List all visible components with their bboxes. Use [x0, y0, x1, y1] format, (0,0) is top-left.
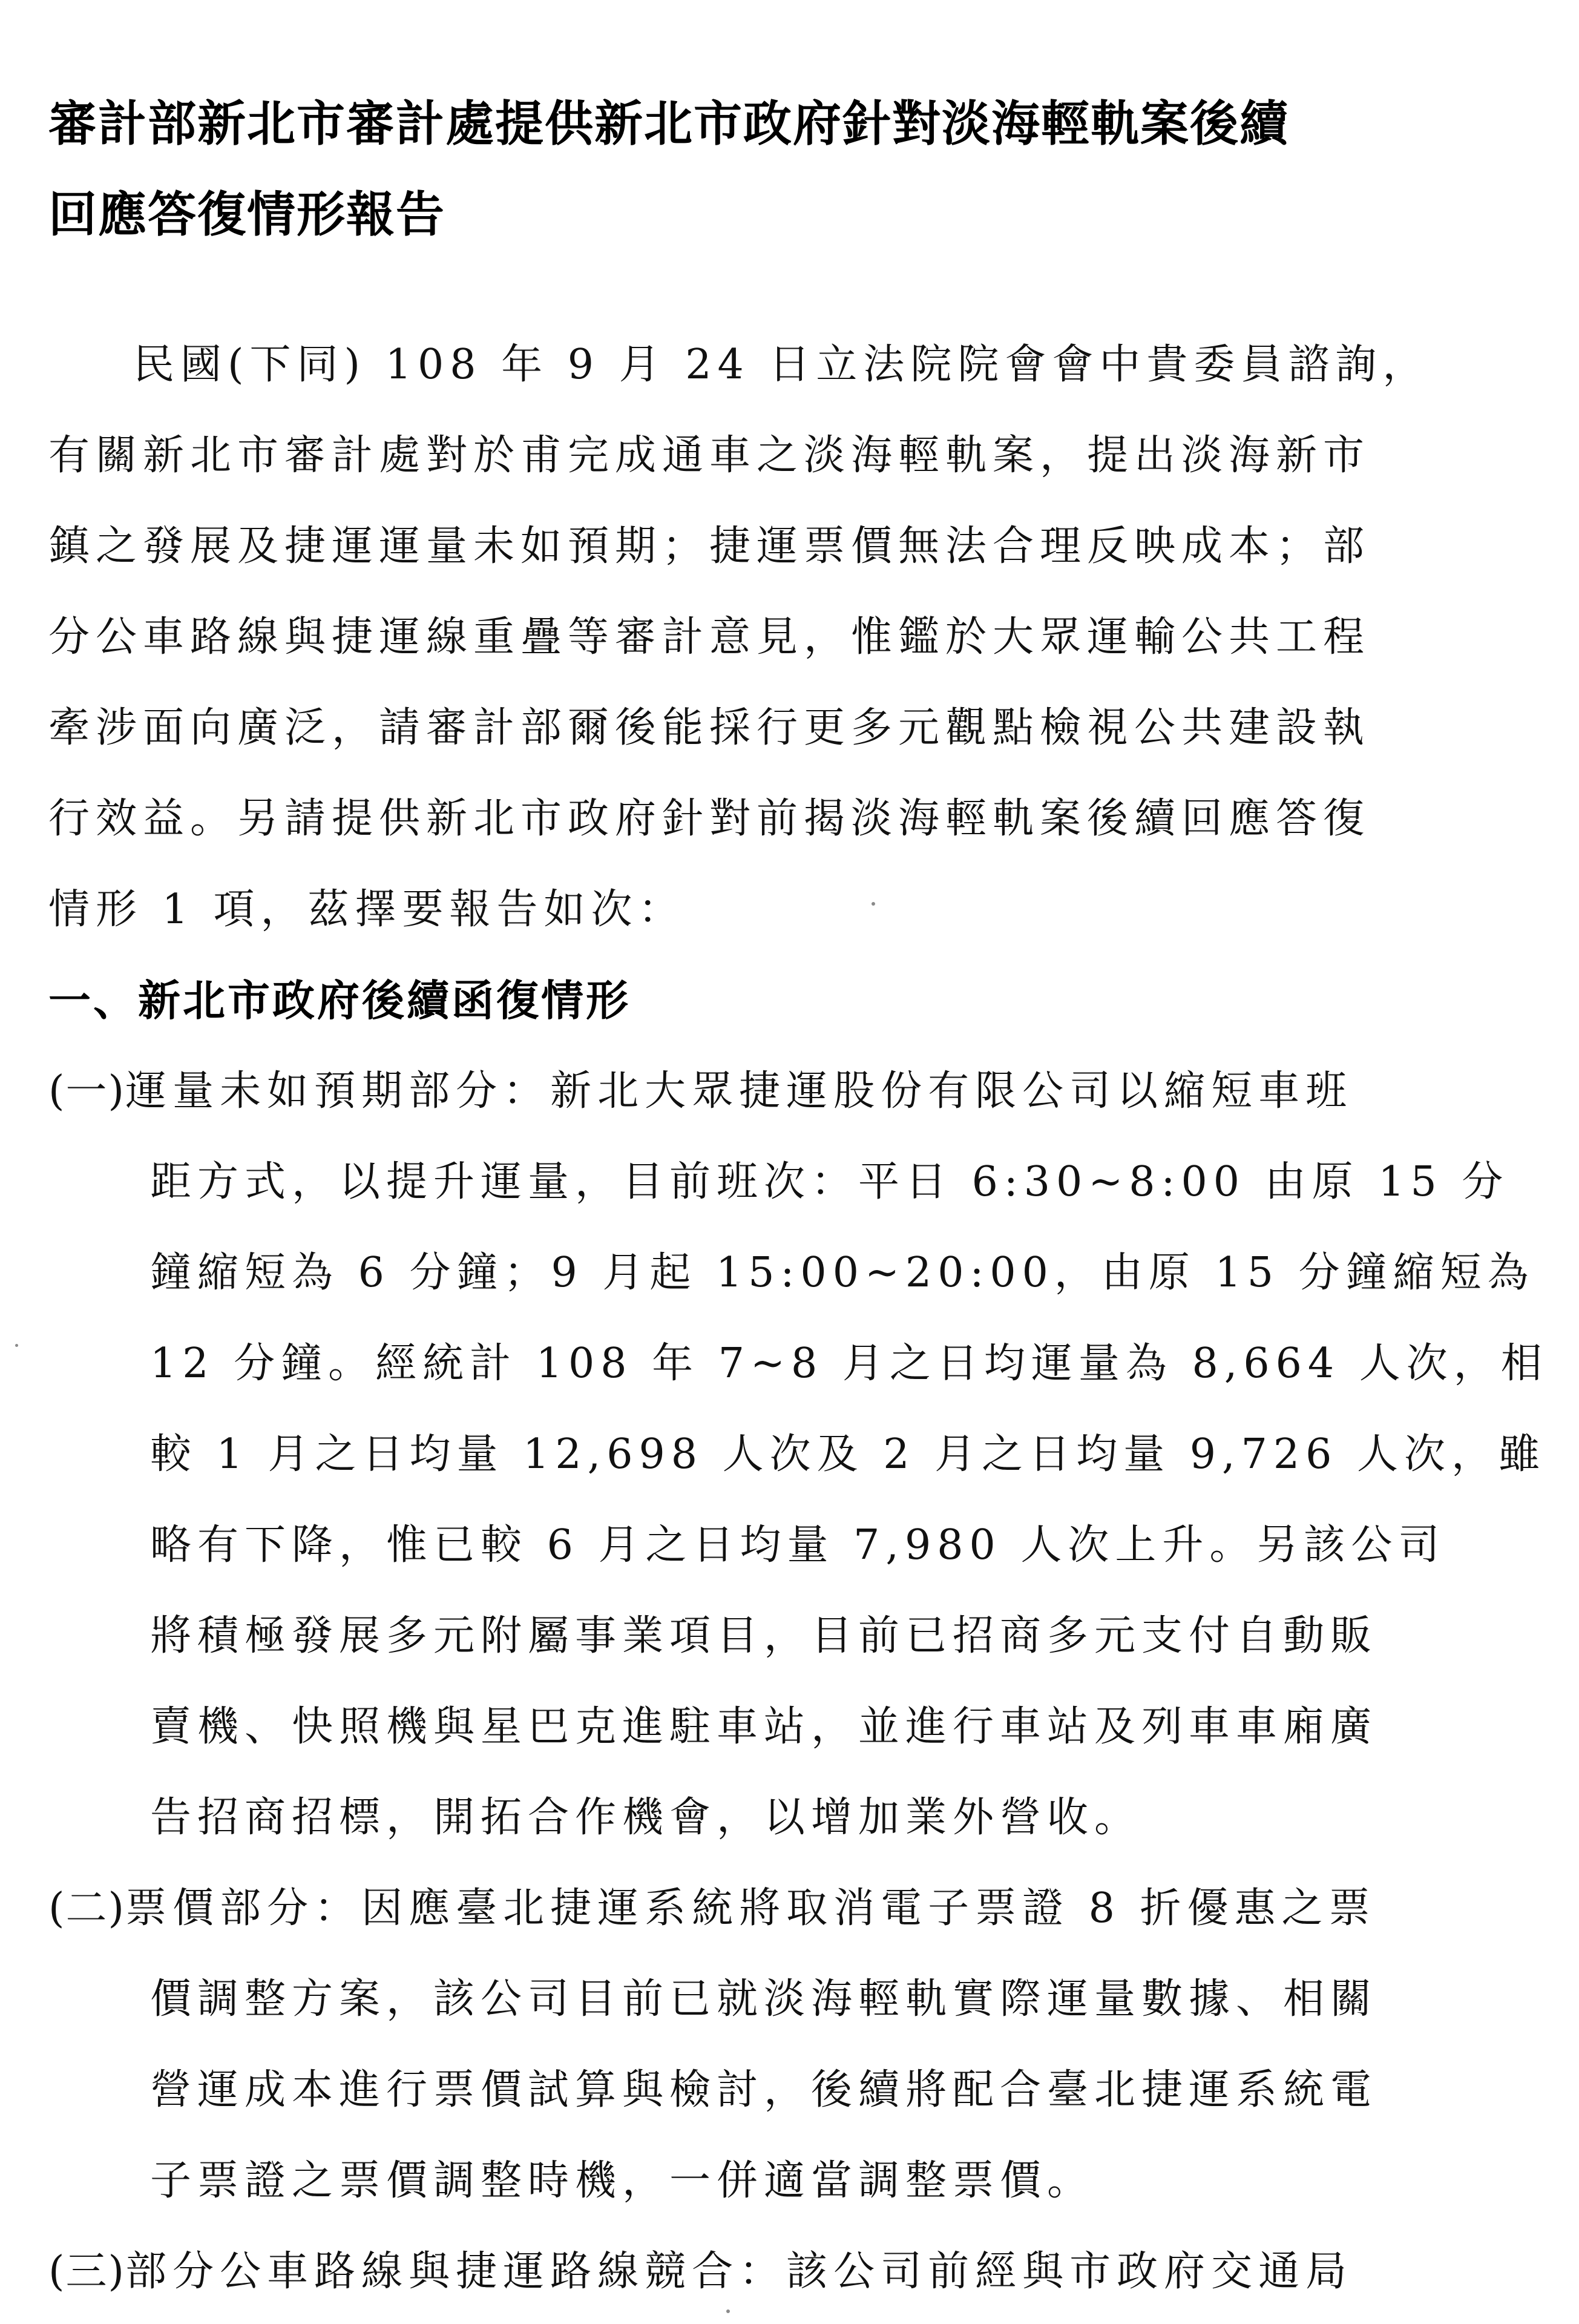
intro-line: 鎮之發展及捷運運量未如預期；捷運票價無法合理反映成本；部: [48, 522, 1371, 570]
item-line: 營運成本進行票價試算與檢討，後續將配合臺北捷運系統電: [150, 2066, 1378, 2114]
item-line: 價調整方案，該公司目前已就淡海輕軌實際運量數據、相關: [150, 1975, 1378, 2023]
item-first-line: [48, 2227, 1537, 2317]
intro-line: 情形 1 項，茲擇要報告如次：: [48, 886, 686, 933]
item-line: 將積極發展多元附屬事業項目，目前已招商多元支付自動販: [150, 1612, 1378, 1660]
title-line: 回應答復情形報告: [48, 186, 445, 243]
item-marker: (二): [48, 1885, 126, 1932]
intro-paragraph: [48, 320, 1525, 955]
title-line: 審計部新北市審計處提供新北市政府針對淡海輕軌案後續: [48, 96, 1289, 152]
item-line: 賣機、快照機與星巴克進駐車站，並進行車站及列車車廂廣: [150, 1703, 1378, 1751]
scan-speck: [726, 2309, 730, 2313]
item-marker: (三): [48, 2248, 126, 2296]
item-text: 票價部分：因應臺北捷運系統將取消電子票證 8 折優惠之票: [125, 1885, 1376, 1932]
item-line: 鐘縮短為 6 分鐘；9 月起 15:00~20:00，由原 15 分鐘縮短為: [150, 1249, 1535, 1297]
list-item-2: [48, 1863, 1537, 2227]
intro-line: 分公車路線與捷運線重疊等審計意見，惟鑑於大眾運輸公共工程: [48, 613, 1371, 661]
list-item-1: [48, 1046, 1548, 1863]
item-line: 略有下降，惟已較 6 月之日均量 7,980 人次上升。另該公司: [150, 1521, 1446, 1569]
item-line: 距方式，以提升運量，目前班次：平日 6:30~8:00 由原 15 分: [150, 1158, 1509, 1206]
list-item-3: [48, 2227, 1537, 2317]
item-marker: (一): [48, 1067, 126, 1115]
scan-speck: [872, 902, 875, 906]
item-line: 告招商招標，開拓合作機會，以增加業外營收。: [150, 1794, 1142, 1842]
section-heading: 一、新北市政府後續函復情形: [48, 976, 631, 1025]
scan-speck: [15, 1344, 18, 1347]
intro-line: 民國(下同) 108 年 9 月 24 日立法院院會會中貴委員諮詢，: [133, 341, 1430, 389]
intro-line: 牽涉面向廣泛，請審計部爾後能採行更多元觀點檢視公共建設執: [48, 704, 1371, 752]
item-line: 子票證之票價調整時機，一併適當調整票價。: [150, 2157, 1095, 2205]
item-first-line: [48, 1046, 1537, 1137]
document-title: [48, 79, 1525, 260]
intro-line: 有關新北市審計處對於甫完成通車之淡海輕軌案，提出淡海新市: [48, 432, 1371, 479]
intro-line: 行效益。另請提供新北市政府針對前揭淡海輕軌案後續回應答復: [48, 795, 1371, 843]
item-line: 12 分鐘。經統計 108 年 7~8 月之日均運量為 8,664 人次，相: [150, 1340, 1548, 1387]
item-text: 運量未如預期部分：新北大眾捷運股份有限公司以縮短車班: [125, 1067, 1353, 1115]
item-first-line: [48, 1863, 1537, 1954]
item-line: 較 1 月之日均量 12,698 人次及 2 月之日均量 9,726 人次，雖: [150, 1430, 1546, 1478]
item-text: 部分公車路線與捷運路線競合：該公司前經與市政府交通局: [125, 2248, 1353, 2296]
